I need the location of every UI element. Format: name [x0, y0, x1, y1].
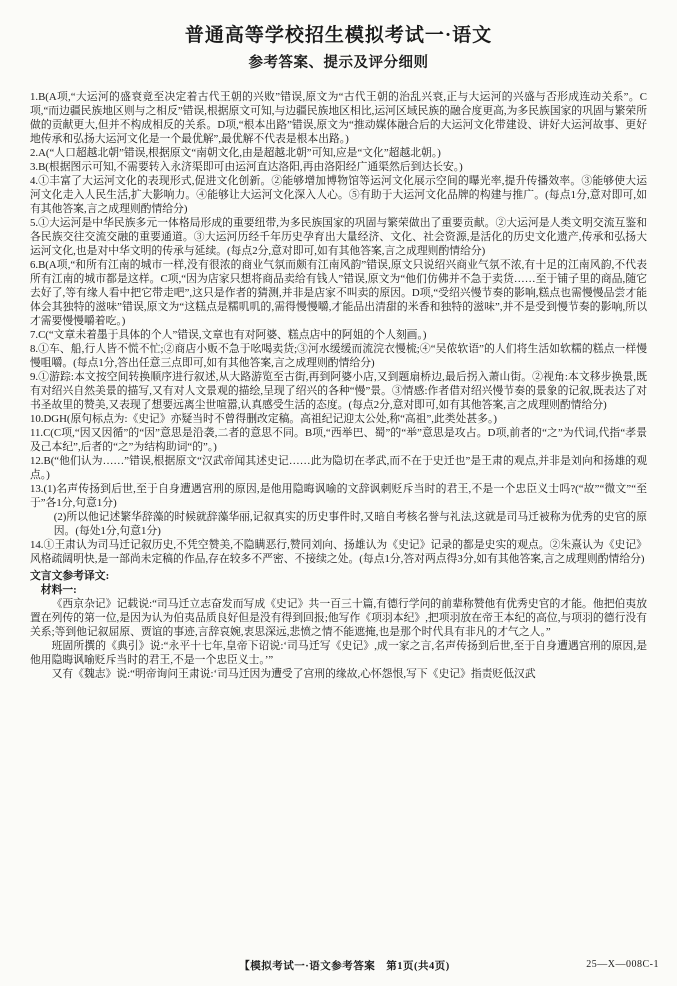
- page-subtitle: 参考答案、提示及评分细则: [248, 55, 429, 71]
- footer-code: 25—X—008C-1: [586, 959, 659, 970]
- answer-item: 14.①王肃认为司马迁记叙历史,不凭空赞美,不隐瞒恶行,赞同刘向、扬雄认为《史记》记录的都是史实的观点。②朱熹认为《史记》风格疏阔明快,是一部尚未定稿的作品,存在较多不严密、不接续之处。(每点1分,答对两点得3分,如有其他答案,言之成理则酌情给分): [30, 539, 647, 565]
- answer-item: 9.①游踪:本文按空间转换顺序进行叙述,从大路游览至古街,再到阿婆小店,又到题扇桥边,最后拐入萧山街。②视角:本文移步换景,既有对绍兴自然美景的描写,又有对人文景观的描绘,呈现了绍兴的各种“慢”景。③情感:作者借对绍兴慢节奏的景象的记叙,既表达了对书圣故里的赞美,又表现了想要远离尘世喧嚣,认真感受生活的态度。(每点2分,意对即可,如有其他答案,言之成理则酌情给分): [30, 371, 647, 411]
- translation-heading: 文言文参考译文:: [30, 570, 110, 582]
- answer-item: 12.B(“他们认为……”错误,根据原文“汉武帝闻其述史记……此为隐切在孝武,而不在于史迁也”是王肃的观点,并非是刘向和扬雄的观点。): [30, 455, 647, 481]
- answer-item: 8.①车、船,行人皆不慌不忙;②商店小贩不急于吆喝卖货;③河水缓缓而流浣衣慢梳;④“吴侬软语”的人们将生活如软糯的糕点一样慢慢咀嚼。(每点1分,答出任意三点即可,如有其他答案,言之成理则酌情给分): [30, 343, 647, 369]
- answer-item: 6.B(A项,“和所有江南的城市一样,没有很浓的商业气氛而颇有江南风韵”错误,原文只说绍兴商业气氛不浓,有十足的江南风韵,不代表所有江南的城市都是这样。C项,“因为店家只想将商品卖给有钱人”错误,原文为“他们仿佛并不急于卖货……至于铺子里的商品,随它去好了,等有缘人看中把它带走吧”,这只是作者的猜测,并非是店家不叫卖的原因。D项,“受绍兴慢节奏的影响,糕点也需慢慢品尝才能体会其独特的滋味”错误,原文为“这糕点是糯叽叽的,需得慢慢嚼,才能品出清甜的米香和独特的滋味”,并不是受到慢节奏的影响,所以才需要慢慢嚼着吃。): [30, 259, 647, 327]
- translation-paragraph: 又有《魏志》说:“明帝询问王肃说:‘司马迁因为遭受了宫刑的缘故,心怀怨恨,写下《史记》指责贬低汉武: [51, 668, 536, 680]
- translation-section: [30, 569, 647, 681]
- answer-item: 7.C(“文章未着墨于具体的个人”错误,文章也有对阿婆、糕点店中的阿姐的个人刻画。): [30, 329, 427, 341]
- footer-page-label: 【模拟考试一·语文参考答案 第1页(共4页): [239, 961, 450, 972]
- answer-item: 5.①大运河是中华民族多元一体格局形成的重要纽带,为多民族国家的巩固与繁荣做出了重要贡献。②大运河是人类文明交流互鉴和各民族交往交流交融的重要通道。③大运河历经千年历史孕育出大量经济、文化、社会资源,是活化的历史文化遗产,传承和弘扬大运河文化,也是对中华文明的传承与延续。(每点2分,意对即可,如有其他答案,言之成理则酌情给分): [30, 217, 647, 257]
- answer-item: 3.B(根据图示可知,不需要转入永济渠即可由运河直达洛阳,再由洛阳经广通渠然后到达长安。): [30, 161, 463, 173]
- answer-item: 11.C(C项,“因又因循”的“因”意思是沿袭,二者的意思不同。B项,“西举巴、蜀”的“举”意思是攻占。D项,前者的“之”为代词,代指“孝景及己本纪”,后者的“之”为结构助词“的”。): [30, 427, 647, 453]
- answer-item: 13.(1)名声传扬到后世,至于自身遭遇宫刑的原因,是他用隐晦讽喻的文辞讽刺贬斥当时的君王,不是一个忠臣义士吗?(“故”“微文”“至于”各1分,句意1分): [30, 483, 647, 509]
- page-footer: [30, 958, 659, 974]
- answer-item: 1.B(A项,“大运河的盛衰竟至决定着古代王朝的兴败”错误,原文为“古代王朝的治乱兴衰,正与大运河的兴盛与否形成连动关系”。C项,“而边疆民族地区则与之相反”错误,根据原文可知,与边疆民族地区相比,运河区域民族的融合度更高,为多民族国家的巩固与繁荣所做的贡献更大,但并不构成相反的关系。D项,“根本出路”错误,原文为“推动媒体融合后的大运河文化带建设、讲好大运河故事、更好地传承和弘扬大运河文化是一个最优解”,最优解不代表是根本出路。): [30, 91, 647, 145]
- answer-item: 10.DGH(原句标点为:《史记》亦疑当时不曾得删改定稿。高祖纪记迎太公处,称“高祖”,此类处甚多。): [30, 413, 497, 425]
- translation-paragraph: 班固所撰的《典引》说:“永平十七年,皇帝下诏说:‘司马迁写《史记》,成一家之言,名声传扬到后世,至于自身遭遇宫刑的原因,是他用隐晦讽喻贬斥当时的君王,不是一个忠臣义士。’”: [30, 640, 647, 666]
- answer-item: 2.A(“人口超越北朝”错误,根据原文“南朝文化,由是超越北朝”可知,应是“文化”超越北朝。): [30, 147, 441, 159]
- answer-item: 4.①丰富了大运河文化的表现形式,促进文化创新。②能够增加博物馆等运河文化展示空间的曝光率,提升传播效率。③能够使大运河文化走入人民生活,扩大影响力。④能够让大运河文化深入人心。⑤有助于大运河文化品牌的构建与推广。(每点1分,意对即可,如有其他答案,言之成理则酌情给分): [30, 175, 647, 215]
- answer-item: (2)所以他记述繁华辞藻的时候就辞藻华丽,记叙真实的历史事件时,又暗自考核名誉与礼法,这就是司马迁被称为优秀的史官的原因。(每处1分,句意1分): [53, 511, 647, 537]
- translation-paragraphs: [30, 597, 647, 681]
- page-title: 普通高等学校招生模拟考试一·语文: [184, 25, 493, 46]
- answers-section: [30, 90, 647, 566]
- material-label: 材料一:: [40, 584, 77, 596]
- translation-paragraph: 《西京杂记》记载说:“司马迁立志奋发而写成《史记》共一百三十篇,有德行学问的前辈称赞他有优秀史官的才能。他把伯夷放置在列传的第一位,是因为认为伯夷品质良好但是没有得到回报;他写作《项羽本纪》,把项羽放在帝王本纪的高位,与项羽的德行没有关系;等到他记叙屈原、贾谊的事迹,言辞哀婉,衷思深远,悲愤之情不能遮掩,也是那个时代具有非凡的才气之人。”: [30, 598, 647, 638]
